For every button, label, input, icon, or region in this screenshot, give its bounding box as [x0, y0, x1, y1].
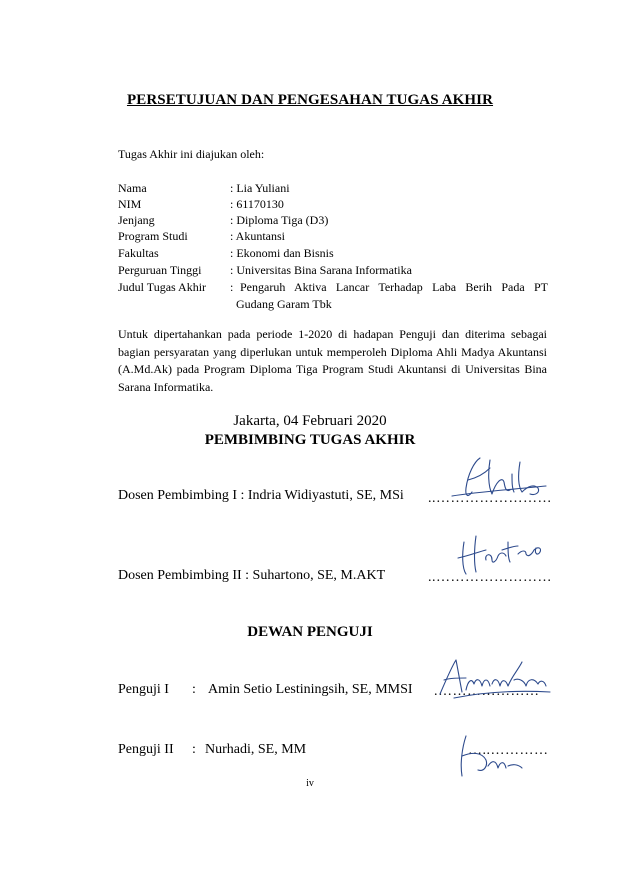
pembimbing-2-label: Dosen Pembimbing II : Suhartono, SE, M.AKT [118, 568, 386, 583]
info-value-judul-line2: Gudang Garam Tbk [236, 297, 332, 311]
pembimbing-1-dots: ..…………………… [428, 491, 552, 506]
info-value: : Ekonomi dan Bisnis [230, 246, 334, 260]
info-value: : 61170130 [230, 197, 284, 211]
signature-penguji-1-icon [434, 650, 554, 702]
info-label: Fakultas [118, 246, 159, 260]
pembimbing-2-dots: ..…………………… [428, 570, 552, 585]
pembimbing-heading: PEMBIMBING TUGAS AKHIR [204, 432, 416, 448]
info-row-nim [118, 197, 548, 211]
penguji-1-dots: .………………… [434, 684, 540, 699]
info-value: : Akuntansi [230, 229, 286, 243]
place-date: Jakarta, 04 Februari 2020 [233, 413, 387, 429]
info-label: Judul Tugas Akhir [118, 280, 207, 294]
info-label: NIM [118, 197, 142, 211]
info-value-judul-line1: Pengaruh Aktiva Lancar Terhadap Laba Berih Pada PT [240, 280, 548, 294]
page-number: iv [306, 778, 314, 789]
info-label: Nama [118, 181, 147, 195]
penguji-2-colon: : [192, 742, 196, 757]
penguji-2-label: Penguji II [118, 742, 174, 757]
signature-pembimbing-2-icon [446, 528, 556, 586]
intro-text: Tugas Akhir ini diajukan oleh: [118, 147, 265, 161]
info-colon: : [230, 280, 234, 294]
info-row-judul [118, 280, 548, 294]
info-row-jenjang [118, 213, 548, 227]
pembimbing-1-label: Dosen Pembimbing I : Indria Widiyastuti, SE, MSi [118, 488, 404, 503]
info-row-perguruan-tinggi [118, 263, 548, 277]
penguji-heading: DEWAN PENGUJI [247, 624, 373, 640]
penguji-2-dots: …..………… [468, 743, 549, 758]
penguji-1-colon: : [192, 682, 196, 697]
info-row-nama [118, 181, 548, 195]
info-row-fakultas [118, 246, 548, 260]
penguji-1-name: Amin Setio Lestiningsih, SE, MMSI [208, 682, 413, 697]
info-label: Perguruan Tinggi [118, 263, 202, 277]
signature-penguji-2-icon [452, 730, 532, 782]
signature-pembimbing-1-icon [446, 452, 556, 512]
info-row-program-studi [118, 229, 548, 243]
penguji-2-name: Nurhadi, SE, MM [205, 742, 307, 757]
document-title: PERSETUJUAN DAN PENGESAHAN TUGAS AKHIR [126, 92, 494, 108]
info-value: : Lia Yuliani [230, 181, 290, 195]
info-label: Program Studi [118, 229, 188, 243]
penguji-1-label: Penguji I [118, 682, 169, 697]
statement-paragraph: Untuk dipertahankan pada periode 1-2020 di hadapan Penguji dan diterima sebagai bagian persyaratan yang diperlukan untuk memperoleh Diploma Ahli Madya Akuntansi (A.Md.Ak) pada Program Diploma Tiga Program Studi Akuntansi di Universitas Bina Sarana Informatika. [118, 327, 547, 394]
info-label: Jenjang [118, 213, 155, 227]
info-value: : Diploma Tiga (D3) [230, 213, 329, 227]
info-value: : Universitas Bina Sarana Informatika [230, 263, 412, 277]
info-row-judul-cont [236, 297, 536, 311]
